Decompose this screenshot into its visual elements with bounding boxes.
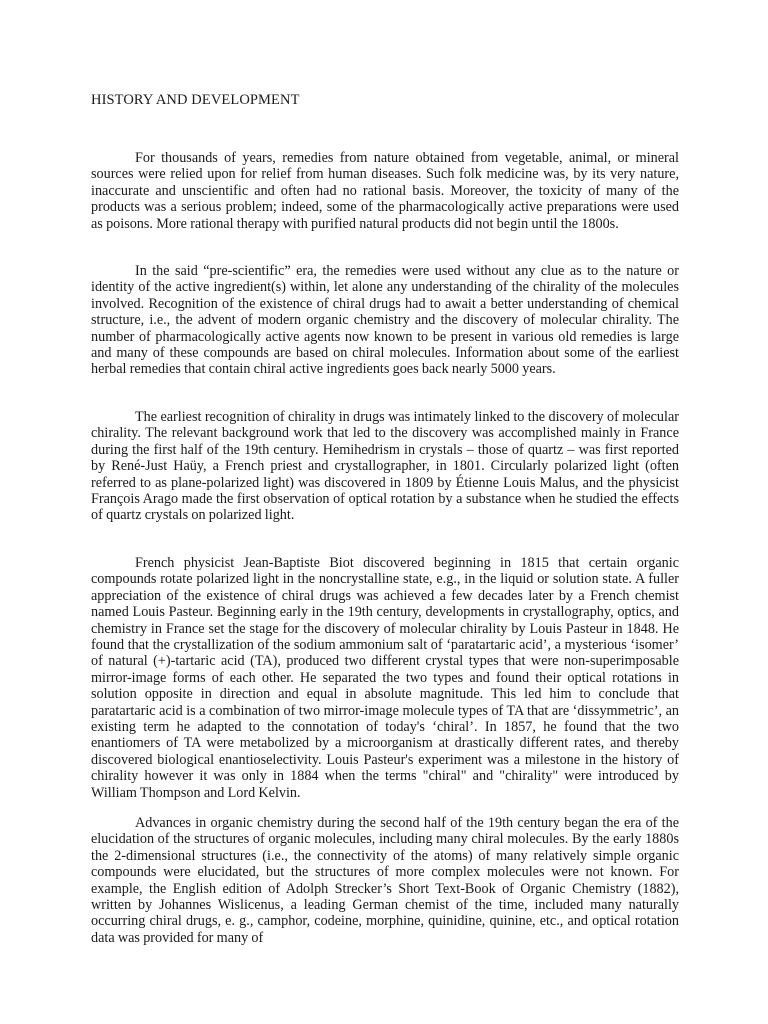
paragraph-early-recognition: The earliest recognition of chirality in drugs was intimately linked to the discovery of molecular chirality. The relevant background work that led to the discovery was accomplished mainly in France during the first half of the 19th century. Hemihedrism in crystals – those of quartz – was first reported by René-Just Haüy, a French priest and crystallographer, in 1801. Circularly polarized light (often referred to as plane-polarized light) was discovered in 1809 by Étienne Louis Malus, and the physicist François Arago made the first observation of optical rotation by a substance when he studied the effects of quartz crystals on polarized light. xyxy=(91,409,679,524)
paragraph-biot-pasteur: French physicist Jean-Baptiste Biot discovered beginning in 1815 that certain organic compounds rotate polarized light in the noncrystalline state, e.g., in the liquid or solution state. A fuller appreciation of the existence of chiral drugs was achieved a few decades later by a French chemist named Louis Pasteur. Beginning early in the 19th century, developments in crystallography, optics, and chemistry in France set the stage for the discovery of molecular chirality by Louis Pasteur in 1848. He found that the crystallization of the sodium ammonium salt of ‘paratartaric acid’, a mysterious ‘isomer’ of natural (+)-tartaric acid (TA), produced two different crystal types that were non-superimposable mirror-image forms of each other. He separated the two types and found their optical rotations in solution opposite in direction and equal in absolute magnitude. This led him to conclude that paratartaric acid is a combination of two mirror-image molecule types of TA that are ‘dissymmetric’, an existing term he adapted to the connotation of today's ‘chiral’. In 1857, he found that the two enantiomers of TA were metabolized by a microorganism at drastically different rates, and thereby discovered biological enantioselectivity. Louis Pasteur's experiment was a milestone in the history of chirality however it was only in 1884 when the terms "chiral" and "chirality" were introduced by William Thompson and Lord Kelvin. xyxy=(91,555,679,801)
paragraph-folk-medicine: For thousands of years, remedies from nature obtained from vegetable, animal, or mineral sources were relied upon for relief from human diseases. Such folk medicine was, by its very nature, inaccurate and unscientific and often had no rational basis. Moreover, the toxicity of many of the products was a serious problem; indeed, some of the pharmacologically active preparations were used as poisons. More rational therapy with purified natural products did not begin until the 1800s. xyxy=(91,150,679,232)
paragraph-organic-chemistry-advances: Advances in organic chemistry during the second half of the 19th century began the era of the elucidation of the structures of organic molecules, including many chiral molecules. By the early 1880s the 2-dimensional structures (i.e., the connectivity of the atoms) of many relatively simple organic compounds were elucidated, but the structures of more complex molecules were not known. For example, the English edition of Adolph Strecker’s Short Text-Book of Organic Chemistry (1882), written by Johannes Wislicenus, a leading German chemist of the time, included many naturally occurring chiral drugs, e. g., camphor, codeine, morphine, quinidine, quinine, etc., and optical rotation data was provided for many of xyxy=(91,815,679,946)
paragraph-pre-scientific-era: In the said “pre-scientific” era, the remedies were used without any clue as to the nature or identity of the active ingredient(s) within, let alone any understanding of the chirality of the molecules involved. Recognition of the existence of chiral drugs had to await a better understanding of chemical structure, i.e., the advent of modern organic chemistry and the discovery of molecular chirality. The number of pharmacologically active agents now known to be present in various old remedies is large and many of these compounds are based on chiral molecules. Information about some of the earliest herbal remedies that contain chiral active ingredients goes back nearly 5000 years. xyxy=(91,263,679,378)
section-heading: HISTORY AND DEVELOPMENT xyxy=(91,92,300,108)
